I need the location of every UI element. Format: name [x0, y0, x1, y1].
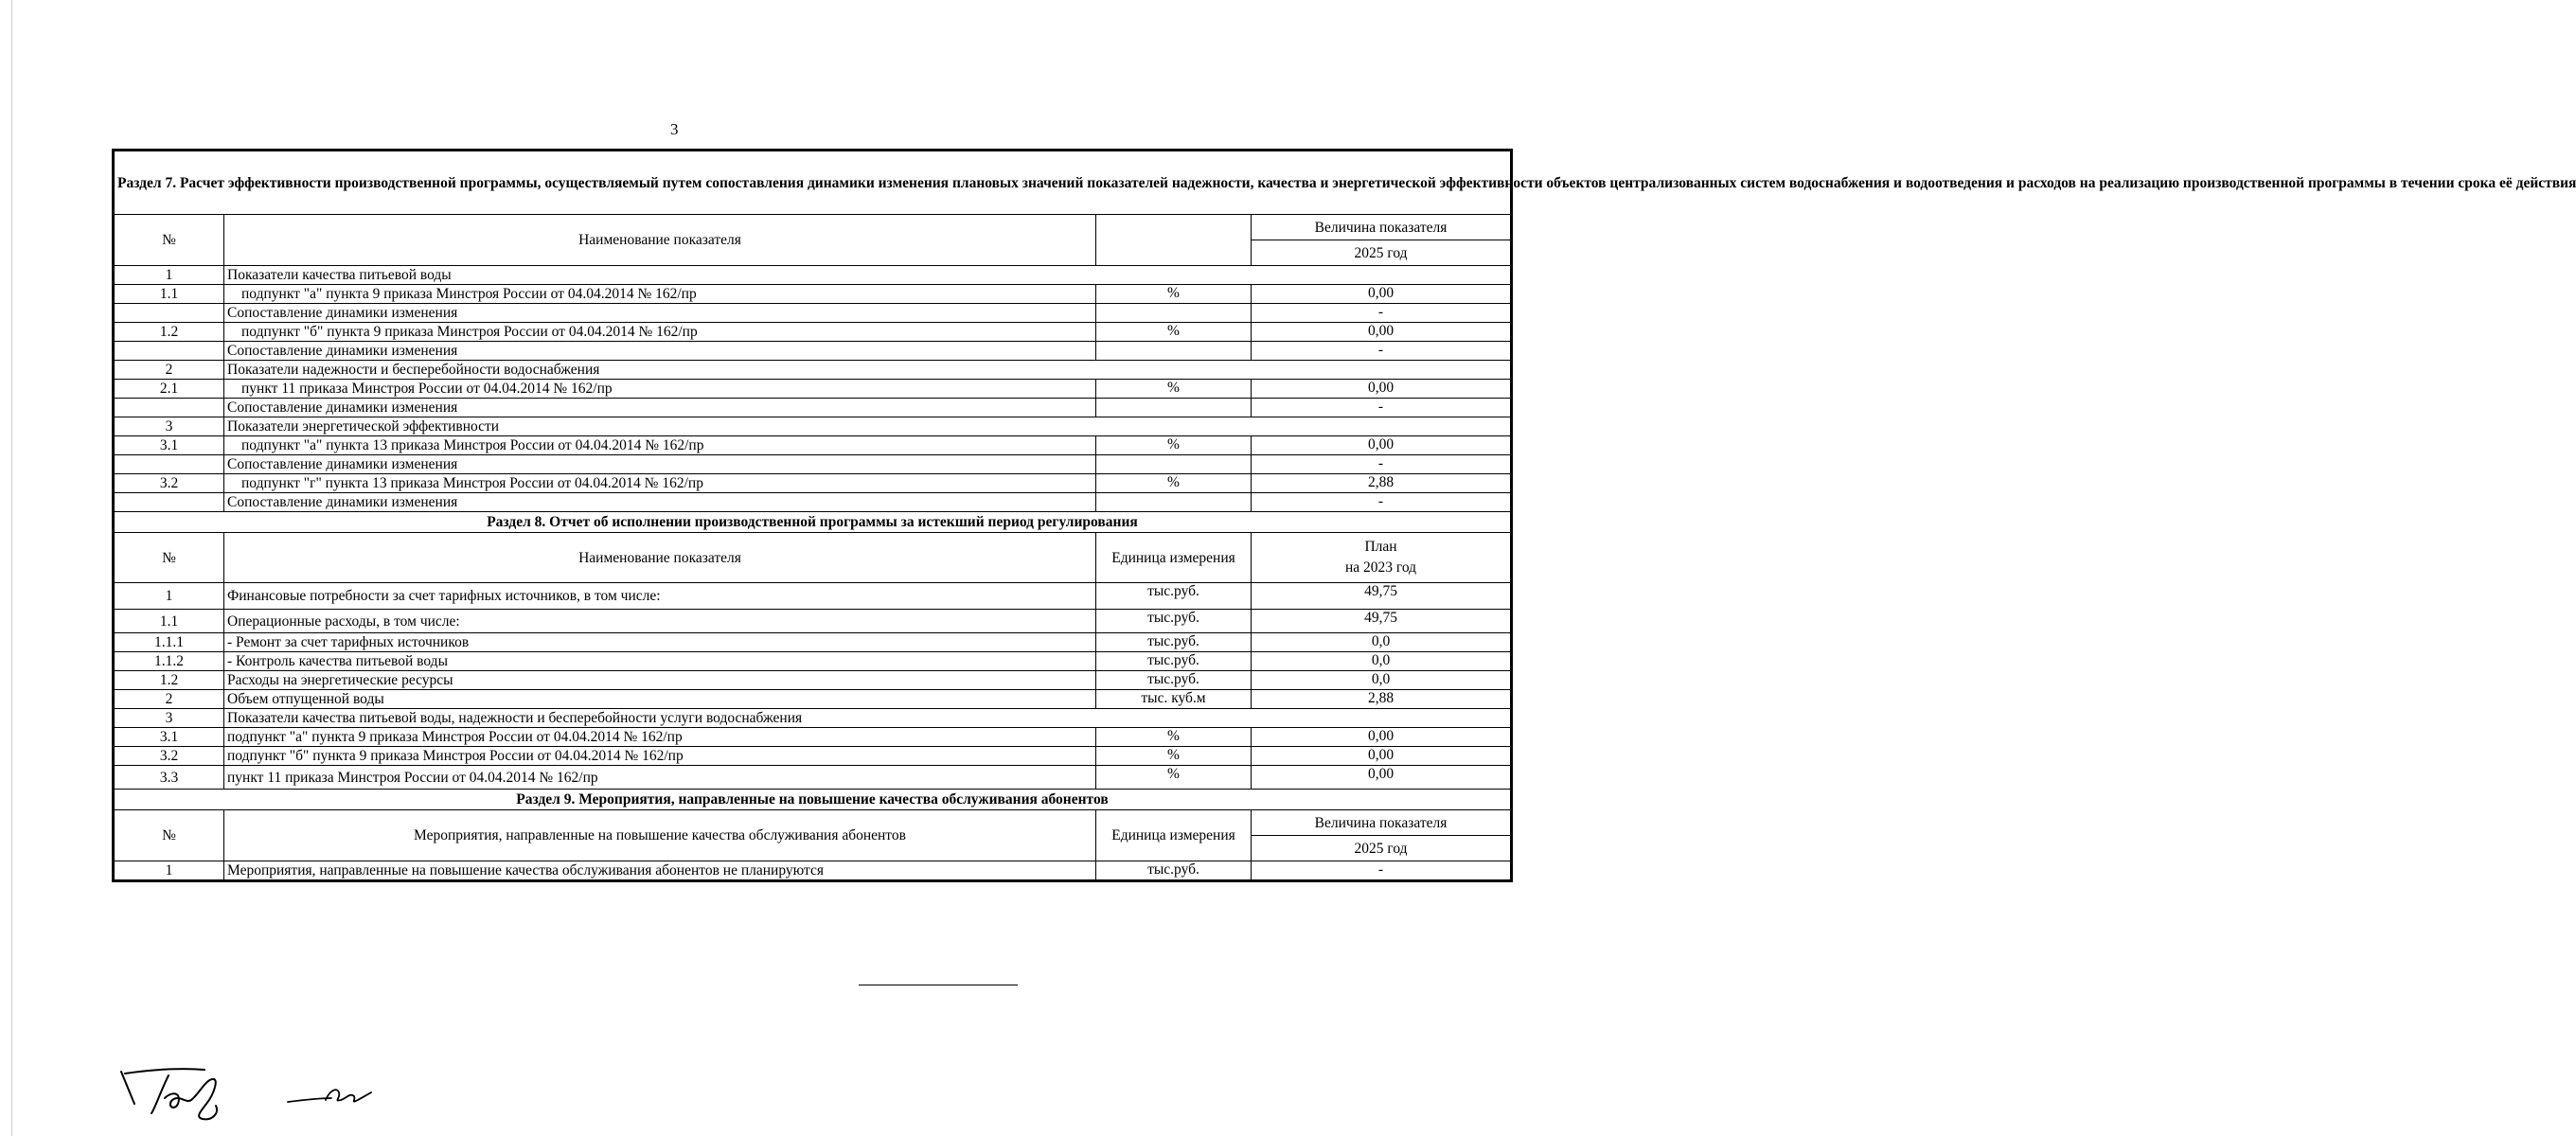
section7-row	[114, 266, 1512, 285]
section7-row-number: 1.2	[114, 323, 224, 342]
section9-col-no: №	[114, 810, 224, 861]
section7-row-name: Сопоставление динамики изменения	[224, 304, 1096, 323]
section7-col-unit	[1096, 215, 1252, 266]
section8-row	[114, 709, 1512, 728]
section8-row-name: пункт 11 приказа Минстроя России от 04.04.2014 № 162/пр	[224, 766, 1096, 790]
section8-row-name: Объем отпущенной воды	[224, 690, 1096, 709]
page-number: 3	[670, 120, 679, 138]
section7-row	[114, 304, 1512, 323]
section7-title-row	[114, 151, 1512, 215]
section7-row-number	[114, 455, 224, 474]
section7-row-number	[114, 493, 224, 512]
section9-title-row	[114, 790, 1512, 810]
signature-left	[114, 1062, 246, 1123]
section8-row-value: 0,00	[1252, 728, 1512, 747]
section7-row-unit: %	[1096, 285, 1252, 304]
section8-row-name: подпункт "а" пункта 9 приказа Минстроя России от 04.04.2014 № 162/пр	[224, 728, 1096, 747]
section7-header-row	[114, 215, 1512, 240]
section7-row-value: 0,00	[1252, 436, 1512, 455]
section8-row-unit: %	[1096, 728, 1252, 747]
section7-row	[114, 417, 1512, 436]
section7-row-value: -	[1252, 342, 1512, 361]
section7-row-unit: %	[1096, 380, 1252, 399]
section8-row-value: 0,0	[1252, 671, 1512, 690]
section7-title: Раздел 7. Расчет эффективности производственной программы, осуществляемый путем сопоставления динамики изменения плановых значений показателей надежности, качества и энергетической эффективности объектов централизованных систем водоснабжения и водоотведения и расходов на реализацию производственной программы в течении срока её действия	[114, 151, 1512, 215]
section8-row-unit: тыс.руб.	[1096, 633, 1252, 652]
section7-row-number: 3.2	[114, 474, 224, 493]
section7-group-label: Показатели энергетической эффективности	[224, 417, 1512, 436]
section7-row-unit	[1096, 493, 1252, 512]
section7-row	[114, 361, 1512, 380]
section7-row-value: 0,00	[1252, 323, 1512, 342]
section8-row-unit: тыс.руб.	[1096, 671, 1252, 690]
section8-row-value: 49,75	[1252, 583, 1512, 610]
section7-row-name: подпункт "а" пункта 9 приказа Минстроя России от 04.04.2014 № 162/пр	[224, 285, 1096, 304]
section7-row-value: -	[1252, 304, 1512, 323]
section7-row-unit	[1096, 342, 1252, 361]
section7-col-value: Величина показателя	[1252, 215, 1512, 240]
section8-row	[114, 610, 1512, 633]
section7-row-number: 1	[114, 266, 224, 285]
section8-row	[114, 690, 1512, 709]
section7-row-number	[114, 399, 224, 417]
section8-row	[114, 633, 1512, 652]
section8-row-number: 1.2	[114, 671, 224, 690]
section7-row-name: подпункт "г" пункта 13 приказа Минстроя России от 04.04.2014 № 162/пр	[224, 474, 1096, 493]
section7-row-name: подпункт "а" пункта 13 приказа Минстроя России от 04.04.2014 № 162/пр	[224, 436, 1096, 455]
section7-row	[114, 493, 1512, 512]
section8-row-unit: тыс.руб.	[1096, 610, 1252, 633]
production-program-table	[112, 149, 2576, 882]
section8-row-number: 3.1	[114, 728, 224, 747]
section9-row-name: Мероприятия, направленные на повышение качества обслуживания абонентов не планируются	[224, 861, 1096, 881]
section8-row-name: подпункт "б" пункта 9 приказа Минстроя России от 04.04.2014 № 162/пр	[224, 747, 1096, 766]
section7-row-value: 0,00	[1252, 285, 1512, 304]
section8-row-number: 3.2	[114, 747, 224, 766]
section7-row	[114, 399, 1512, 417]
section7-row	[114, 285, 1512, 304]
section8-row	[114, 728, 1512, 747]
signature-right	[284, 1079, 379, 1113]
section7-row-number	[114, 304, 224, 323]
section8-row-number: 3.3	[114, 766, 224, 790]
section8-row-number: 3	[114, 709, 224, 728]
section8-col-plan-label: План	[1364, 539, 1397, 555]
section7-row-number	[114, 342, 224, 361]
section7-row-name: Сопоставление динамики изменения	[224, 493, 1096, 512]
section9-title: Раздел 9. Мероприятия, направленные на повышение качества обслуживания абонентов	[114, 790, 1512, 810]
section8-row-name: - Контроль качества питьевой воды	[224, 652, 1096, 671]
section9-row-value: -	[1252, 861, 1512, 881]
section8-title: Раздел 8. Отчет об исполнении производственной программы за истекший период регулирования	[114, 512, 1512, 533]
section8-row-number: 1	[114, 583, 224, 610]
section7-row-value: -	[1252, 399, 1512, 417]
section8-row-name: Расходы на энергетические ресурсы	[224, 671, 1096, 690]
section7-row-name: Сопоставление динамики изменения	[224, 455, 1096, 474]
section7-row-unit: %	[1096, 323, 1252, 342]
section8-row-value: 2,88	[1252, 690, 1512, 709]
section8-row	[114, 766, 1512, 790]
section8-row-unit: тыс. куб.м	[1096, 690, 1252, 709]
section9-row-unit: тыс.руб.	[1096, 861, 1252, 881]
section7-row-name: пункт 11 приказа Минстроя России от 04.04.2014 № 162/пр	[224, 380, 1096, 399]
section7-row-value: 0,00	[1252, 380, 1512, 399]
section9-col-unit: Единица измерения	[1096, 810, 1252, 861]
section9-row-number: 1	[114, 861, 224, 881]
section8-row-unit: %	[1096, 766, 1252, 790]
section7-row-value: 2,88	[1252, 474, 1512, 493]
section9-col-value: Величина показателя	[1252, 810, 1512, 836]
section8-col-name: Наименование показателя	[224, 533, 1096, 583]
section7-row	[114, 474, 1512, 493]
section7-row-unit	[1096, 455, 1252, 474]
section8-row-value: 0,00	[1252, 747, 1512, 766]
section8-row-value: 0,00	[1252, 766, 1512, 790]
section8-row	[114, 652, 1512, 671]
section8-row	[114, 671, 1512, 690]
section8-title-row	[114, 512, 1512, 533]
section8-row-value: 0,0	[1252, 633, 1512, 652]
scan-edge-line	[11, 0, 12, 1136]
section7-row-value: -	[1252, 493, 1512, 512]
section8-col-unit: Единица измерения	[1096, 533, 1252, 583]
section8-col-plan-year: на 2023 год	[1344, 559, 1417, 576]
section7-row-number: 3.1	[114, 436, 224, 455]
section8-row-number: 1.1.1	[114, 633, 224, 652]
section7-row	[114, 436, 1512, 455]
section7-col-year: 2025 год	[1252, 240, 1512, 266]
section8-row	[114, 747, 1512, 766]
section7-row-name: Сопоставление динамики изменения	[224, 342, 1096, 361]
section7-row-value: -	[1252, 455, 1512, 474]
section7-row-name: Сопоставление динамики изменения	[224, 399, 1096, 417]
section7-row-number: 2.1	[114, 380, 224, 399]
table-body	[114, 151, 2576, 881]
section8-row-value: 49,75	[1252, 610, 1512, 633]
section8-row-unit: тыс.руб.	[1096, 652, 1252, 671]
section7-row-number: 3	[114, 417, 224, 436]
section7-row-number: 1.1	[114, 285, 224, 304]
section7-row-unit	[1096, 399, 1252, 417]
section7-row	[114, 455, 1512, 474]
section9-row	[114, 861, 1512, 881]
section7-row-unit	[1096, 304, 1252, 323]
section7-group-label: Показатели надежности и бесперебойности водоснабжения	[224, 361, 1512, 380]
section7-row-unit: %	[1096, 436, 1252, 455]
section9-header-row	[114, 810, 1512, 836]
section8-col-no: №	[114, 533, 224, 583]
section8-row-value: 0,0	[1252, 652, 1512, 671]
section8-row-number: 1.1.2	[114, 652, 224, 671]
section8-row-name: Операционные расходы, в том числе:	[224, 610, 1096, 633]
section8-group-label: Показатели качества питьевой воды, надежности и бесперебойности услуги водоснабжения	[224, 709, 1512, 728]
section7-col-name: Наименование показателя	[224, 215, 1096, 266]
section8-row-unit: %	[1096, 747, 1252, 766]
section9-col-year: 2025 год	[1252, 836, 1512, 861]
section8-row-number: 1.1	[114, 610, 224, 633]
section8-row-name: - Ремонт за счет тарифных источников	[224, 633, 1096, 652]
section7-row-unit: %	[1096, 474, 1252, 493]
section7-row	[114, 342, 1512, 361]
section7-group-label: Показатели качества питьевой воды	[224, 266, 1512, 285]
section8-row-unit: тыс.руб.	[1096, 583, 1252, 610]
section7-row-name: подпункт "б" пункта 9 приказа Минстроя России от 04.04.2014 № 162/пр	[224, 323, 1096, 342]
section8-row	[114, 583, 1512, 610]
section7-row	[114, 380, 1512, 399]
section7-row-number: 2	[114, 361, 224, 380]
section7-row	[114, 323, 1512, 342]
section8-col-plan	[1252, 533, 1512, 583]
section8-header-row	[114, 533, 1512, 583]
section7-col-no: №	[114, 215, 224, 266]
section9-col-name: Мероприятия, направленные на повышение качества обслуживания абонентов	[224, 810, 1096, 861]
section8-row-number: 2	[114, 690, 224, 709]
section8-row-name: Финансовые потребности за счет тарифных источников, в том числе:	[224, 583, 1096, 610]
